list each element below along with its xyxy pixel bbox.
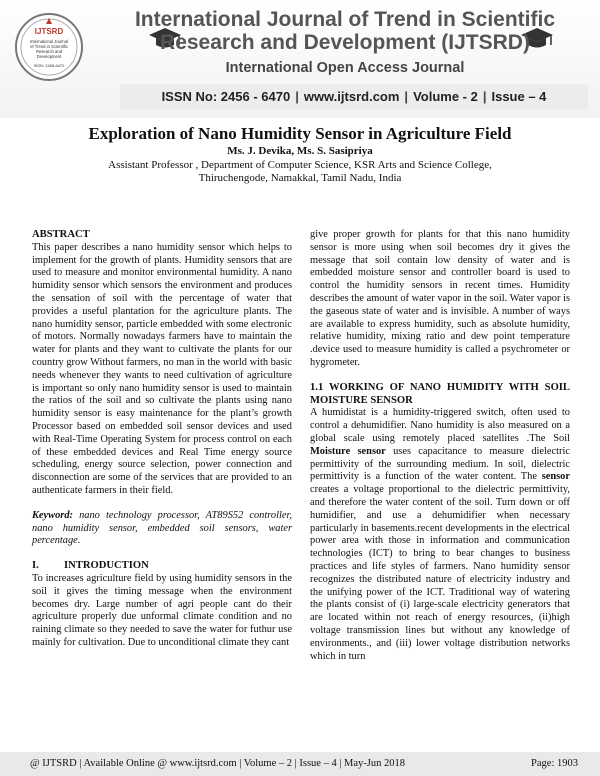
issue-label: Issue – 4 bbox=[491, 89, 547, 104]
ijtsrd-logo bbox=[14, 12, 84, 82]
journal-website-link[interactable]: www.ijtsrd.com bbox=[303, 89, 400, 104]
svg-text:IJTSRD: IJTSRD bbox=[34, 27, 64, 36]
section-text-working: A humidistat is a humidity-triggered switch, often used to control a dehumidifier. Nano humidity is also measured on a global scale using remotely placed satellites .The Soil Moisture sensor uses capacitance to measure dielectric permittivity of the surrounding medium. In soil, dielectric permittivity is a function of the water content. The sensor creates a voltage proportional to the dielectric permittivity, and therefore the water content of the soil. Turn down or off humidifier, and use a dehumidifier when necessary particularly in basements.recent developments in the electrical power area with those in information and communication technologies (ICT) to bring to bear changes to business practices and life styles of farmers. Nano humidity sensor recognizes the distributed nature of electricity industry and the unifying power of the ICT. Traditional way of watering the plants consist of (i) large-scale electricity generators that are located within not reach of energy resources, (ii)high voltage transmission lines but without any knowledge of environments., and (iii) lower voltage distribution networks which in turn bbox=[310, 407, 570, 662]
paper-authors: Ms. J. Devika, Ms. S. Sasipriya bbox=[227, 145, 373, 157]
issn-number: ISSN No: 2456 - 6470 bbox=[161, 89, 291, 104]
keywords bbox=[32, 510, 292, 548]
introduction-title: INTRODUCTION bbox=[64, 560, 149, 572]
page-number: Page: 1903 bbox=[531, 758, 578, 769]
journal-banner bbox=[0, 0, 600, 118]
page-footer bbox=[0, 752, 600, 776]
issn-bar: ISSN No: 2456 - 6470 | www.ijtsrd.com | Volume - 2 | Issue – 4 bbox=[120, 84, 588, 110]
right-column bbox=[310, 229, 570, 663]
open-access-label: International Open Access Journal bbox=[225, 60, 465, 76]
author-affiliation bbox=[0, 159, 600, 185]
paper-title: Exploration of Nano Humidity Sensor in Agriculture Field bbox=[88, 124, 512, 143]
introduction-text: To increases agriculture field by using humidity sensors in the soil it gives the timing message when the environment becomes dry. Large number of agri people cant do their agriculture properly due unformal climate condition and no raining climate so they needed to save the water for futhur use mainly for cultivation. Due to unconditional climate they cant bbox=[32, 572, 292, 648]
journal-title-line2: Research and Development (IJTSRD) bbox=[160, 31, 530, 54]
svg-text:Development: Development bbox=[36, 54, 62, 59]
left-column bbox=[32, 229, 292, 650]
keywords-label: Keyword: bbox=[32, 509, 73, 521]
journal-title-line1: International Journal of Trend in Scientific bbox=[134, 8, 556, 31]
abstract-heading: ABSTRACT bbox=[32, 229, 90, 240]
svg-text:International Journal: International Journal bbox=[30, 39, 68, 44]
abstract-text: This paper describes a nano humidity sensor which helps to implement for the growth of plants. Humidity sensors that are used to measure and monitor environmental humidity. A nano humidity sensor which sensors the environment and produces the sensation of soil with the percentage of water that provides a useful plantation for the agriculture plants. The nano humidity sensor, particle embedded with some electronic of motors. Normally nowadays farmers have to maintain the water for plants and they want to cultivate the plants for our country grow Without farmers, no man in the world with basic needs whenever they wants to need cultivation of agriculture is important so only nano humidity sensor is used to maintain the ratios of the soil and so cultivate the plants using nano humidity sensor is easy maintenance for the plant’s growth Processor based on embedded soil sensor devices and used with Real-Time Operating System for process control on each of these embedded devices and Real Time energy source scheduling, energy source selection, power connection and disconnection are some of the services that are provided to an authenticate farmers in their field. bbox=[32, 241, 292, 496]
journal-title bbox=[110, 8, 580, 54]
moisture-sensor-term: Moisture sensor bbox=[310, 445, 386, 457]
sensor-term: sensor bbox=[541, 471, 570, 483]
affiliation-line2: Thiruchengode, Namakkal, Tamil Nadu, India bbox=[198, 172, 402, 184]
keywords-text: nano technology processor, AT89S52 controller, nano humidity sensor, embedded soil sensors, water percentage. bbox=[32, 509, 292, 547]
svg-text:ISSN: 2456-6470: ISSN: 2456-6470 bbox=[33, 63, 65, 68]
introduction-number: I. bbox=[32, 560, 39, 572]
introduction-continued-text: give proper growth for plants for that this nano humidity sensor is more using when soil becomes dry it gives the message that soil contain low density of water and is embedded moisture sensor and controller board is used to control the humidity sensors in recent times. Humidity describes the amount of water vapor in the soil. Water vapor is the gaseous state of water and is invisible. A number of ways are available to express humidity, such as absolute humidity, relative humidity, mixing ratio and dew point temperature .device used to measure humidity is called a psychrometer or hygrometer. bbox=[310, 229, 570, 368]
affiliation-line1: Assistant Professor , Department of Computer Science, KSR Arts and Science College, bbox=[108, 159, 492, 171]
svg-text:Research and: Research and bbox=[35, 49, 63, 54]
volume-label: Volume - 2 bbox=[413, 89, 478, 104]
section-heading-working: 1.1 WORKING OF NANO HUMIDITY WITH SOIL MOISTURE SENSOR bbox=[310, 381, 570, 406]
introduction-heading bbox=[32, 560, 292, 573]
footer-citation: @ IJTSRD | Available Online @ www.ijtsrd.com | Volume – 2 | Issue – 4 | May-Jun 2018 bbox=[30, 758, 406, 769]
svg-text:of Trend in Scientific: of Trend in Scientific bbox=[30, 44, 68, 49]
